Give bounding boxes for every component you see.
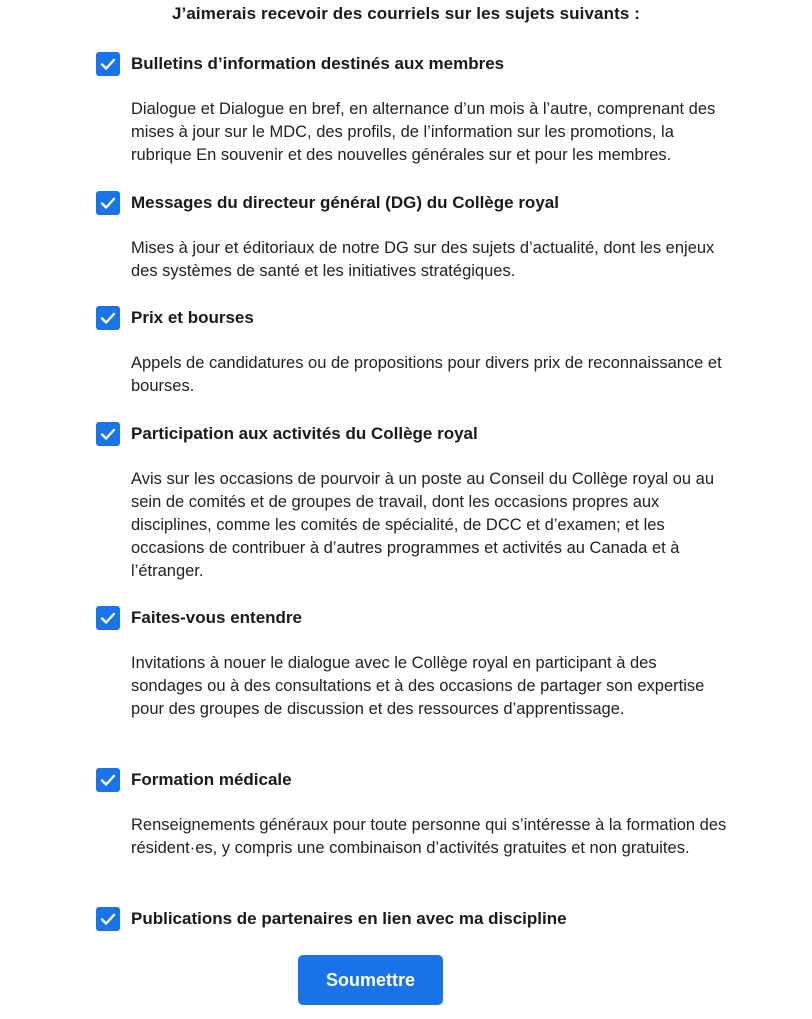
option-description: Invitations à nouer le dialogue avec le Collège royal en participant à des sondages ou à des consultations et à des occasions de partager son expertise pour des groupes de discussion et des ressources d’apprentissage.: [131, 654, 705, 718]
checkmark-icon: [99, 771, 117, 789]
option-ceo-messages: [96, 191, 776, 283]
checkbox-ceo-messages[interactable]: [96, 191, 120, 215]
option-title: Formation médicale: [131, 770, 292, 789]
checkmark-icon: [99, 194, 117, 212]
checkbox-participation[interactable]: [96, 422, 120, 446]
checkmark-icon: [99, 425, 117, 443]
option-row: [96, 306, 776, 330]
option-row: [96, 768, 776, 792]
option-title: Bulletins d’information destinés aux membres: [131, 54, 505, 73]
option-participation: [96, 422, 776, 583]
option-title: Prix et bourses: [131, 308, 254, 327]
option-title: Messages du directeur général (DG) du Collège royal: [131, 193, 559, 212]
option-title: Publications de partenaires en lien avec ma discipline: [131, 909, 567, 928]
option-partner-publications: [96, 907, 776, 931]
option-title: Participation aux activités du Collège royal: [131, 424, 478, 443]
option-row: [96, 907, 776, 931]
checkbox-partner-publications[interactable]: [96, 907, 120, 931]
checkbox-awards[interactable]: [96, 306, 120, 330]
checkbox-medical-education[interactable]: [96, 768, 120, 792]
option-description: Avis sur les occasions de pourvoir à un poste au Conseil du Collège royal ou au sein de comités et de groupes de travail, dont les occasions propres aux disciplines, comme les comités de spécialité, de DCC et d’examen; et les occasions de contribuer à d’autres programmes et activités au Canada et à l’étranger.: [131, 470, 715, 580]
checkbox-be-heard[interactable]: [96, 606, 120, 630]
option-row: [96, 422, 776, 446]
option-description: Appels de candidatures ou de propositions pour divers prix de reconnaissance et bourses.: [131, 354, 722, 395]
option-member-newsletters: [96, 52, 776, 167]
option-be-heard: [96, 606, 776, 721]
option-row: [96, 52, 776, 76]
option-medical-education: [96, 768, 776, 860]
checkmark-icon: [99, 55, 117, 73]
checkbox-member-newsletters[interactable]: [96, 52, 120, 76]
option-description: Renseignements généraux pour toute personne qui s’intéresse à la formation des résident·es, y compris une combinaison d’activités gratuites et non gratuites.: [131, 816, 727, 857]
checkmark-icon: [99, 609, 117, 627]
option-awards: [96, 306, 776, 398]
checkmark-icon: [99, 309, 117, 327]
submit-button[interactable]: Soumettre: [298, 955, 443, 1005]
option-title: Faites-vous entendre: [131, 608, 302, 627]
option-row: [96, 191, 776, 215]
form-heading: J’aimerais recevoir des courriels sur les sujets suivants :: [172, 4, 640, 23]
option-description: Dialogue et Dialogue en bref, en alternance d’un mois à l’autre, comprenant des mises à jour sur le MDC, des profils, de l’information sur les promotions, la rubrique En souvenir et des nouvelles générales sur et pour les membres.: [131, 100, 716, 164]
option-row: [96, 606, 776, 630]
checkmark-icon: [99, 910, 117, 928]
option-description: Mises à jour et éditoriaux de notre DG sur des sujets d’actualité, dont les enjeux des systèmes de santé et les initiatives stratégiques.: [131, 239, 715, 280]
